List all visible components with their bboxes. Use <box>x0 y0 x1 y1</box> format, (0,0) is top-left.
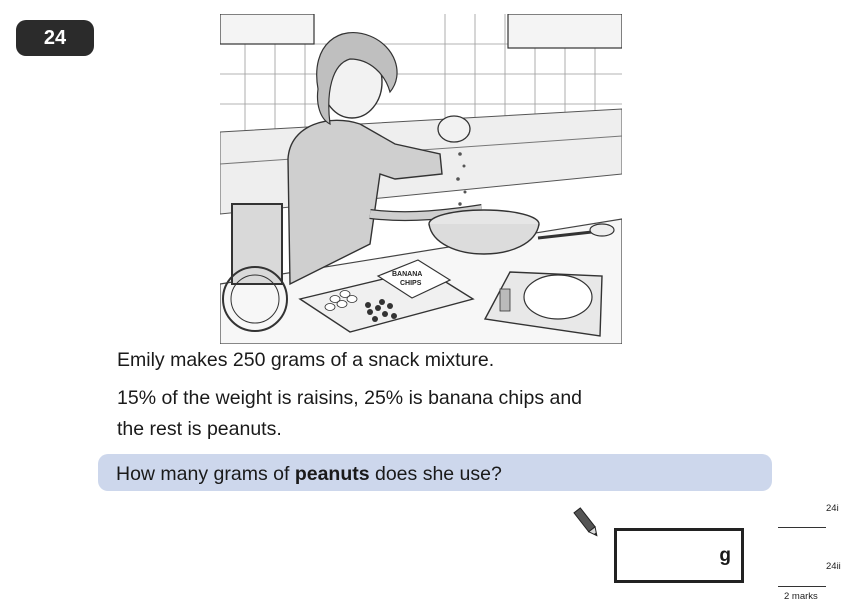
question-line-1: Emily makes 250 grams of a snack mixture. <box>117 349 495 371</box>
packet-label-banana: BANANA <box>392 271 423 278</box>
answer-box[interactable] <box>614 528 744 583</box>
emily-cooking-illustration <box>220 14 622 344</box>
mark-label-24ii: 24ii <box>826 561 841 572</box>
prompt-before: How many grams of <box>116 463 295 485</box>
question-line-3: the rest is peanuts. <box>117 418 282 440</box>
question-line-2: 15% of the weight is raisins, 25% is banana chips and <box>117 387 583 409</box>
mark-label-24i: 24i <box>826 503 839 514</box>
mark-line-1 <box>778 527 826 528</box>
question-prompt-bar <box>98 454 772 491</box>
cabinet-left <box>220 14 314 44</box>
prompt-bold: peanuts <box>294 463 370 485</box>
mark-line-2 <box>778 586 826 587</box>
cabinet-right <box>508 14 622 48</box>
answer-unit: g <box>719 545 731 566</box>
pencil-icon <box>572 505 602 541</box>
question-number-badge: 24 <box>16 20 94 56</box>
packet-label-chips: CHIPS <box>400 280 422 287</box>
question-prompt <box>116 463 502 486</box>
marks-label: 2 marks <box>784 591 818 602</box>
prompt-after: does she use? <box>369 463 502 485</box>
